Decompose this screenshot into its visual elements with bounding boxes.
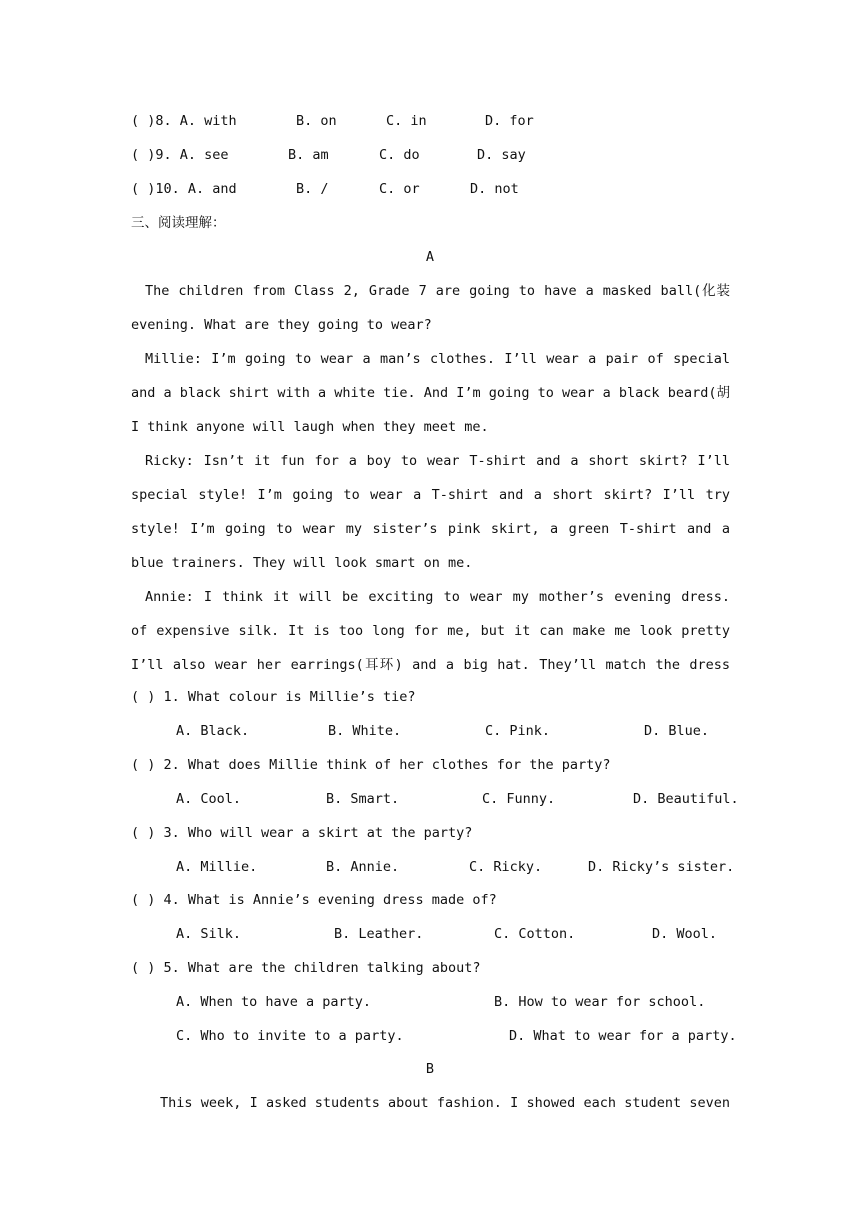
passage-a-line: evening. What are they going to wear? [131, 317, 432, 333]
passage-b-line: This week, I asked students about fashion. I showed each student seven [160, 1095, 730, 1111]
passage-a-line: The children from Class 2, Grade 7 are going to have a masked ball(化装 [145, 283, 730, 299]
option-b: B. Smart. [326, 791, 400, 807]
question-1: ( ) 1. What colour is Millie’s tie? [131, 689, 416, 705]
question-3-options [131, 856, 735, 878]
question-4: ( ) 4. What is Annie’s evening dress made of? [131, 892, 497, 908]
cloze-option-d: D. say [477, 147, 526, 163]
passage-b-label: B [425, 1061, 435, 1077]
cloze-option-b: B. / [296, 181, 329, 197]
cloze-stem: ( )8. A. with [131, 113, 237, 129]
cloze-stem: ( )10. A. and [131, 181, 237, 197]
passage-a-line: and a black shirt with a white tie. And I’m going to wear a black beard(胡 [131, 385, 730, 401]
cloze-option-b: B. am [288, 147, 329, 163]
question-5: ( ) 5. What are the children talking about? [131, 960, 481, 976]
section-title: 三、阅读理解： [131, 215, 226, 231]
cloze-option-c: C. do [379, 147, 420, 163]
question-4-options [131, 923, 730, 945]
passage-a-line: Ricky: Isn’t it fun for a boy to wear T-shirt and a short skirt? I’ll [145, 453, 730, 469]
question-5-options-1 [131, 991, 730, 1013]
option-a: A. Black. [176, 723, 250, 739]
passage-a-line: Annie: I think it will be exciting to wear my mother’s evening dress. [145, 589, 730, 605]
cloze-stem: ( )9. A. see [131, 147, 229, 163]
passage-a-line: blue trainers. They will look smart on me. [131, 555, 473, 571]
passage-a-line: Millie: I’m going to wear a man’s clothes. I’ll wear a pair of special [145, 351, 730, 367]
option-c: C. Who to invite to a party. [176, 1028, 404, 1044]
option-a: A. Silk. [176, 926, 242, 942]
option-c: C. Pink. [485, 723, 551, 739]
option-d: D. Ricky’s sister. [588, 859, 735, 875]
option-d: D. Beautiful. [633, 791, 739, 807]
option-c: C. Ricky. [469, 859, 543, 875]
option-d: D. Blue. [644, 723, 710, 739]
question-1-options [131, 720, 730, 742]
cloze-item-8 [131, 110, 730, 132]
cloze-item-9 [131, 144, 730, 166]
option-d: D. What to wear for a party. [509, 1028, 737, 1044]
option-b: B. Leather. [334, 926, 424, 942]
option-c: C. Cotton. [494, 926, 576, 942]
option-a: A. When to have a party. [176, 994, 372, 1010]
option-b: B. How to wear for school. [494, 994, 706, 1010]
passage-a-line: I think anyone will laugh when they meet me. [131, 419, 489, 435]
cloze-option-c: C. in [386, 113, 427, 129]
question-2: ( ) 2. What does Millie think of her clothes for the party? [131, 757, 611, 773]
cloze-option-b: B. on [296, 113, 337, 129]
passage-a-line: special style! I’m going to wear a T-shirt and a short skirt? I’ll try [131, 487, 730, 503]
option-b: B. Annie. [326, 859, 400, 875]
cloze-option-d: D. not [470, 181, 519, 197]
option-d: D. Wool. [652, 926, 718, 942]
option-a: A. Millie. [176, 859, 258, 875]
passage-a-line: of expensive silk. It is too long for me, but it can make me look pretty [131, 623, 730, 639]
cloze-option-c: C. or [379, 181, 420, 197]
option-b: B. White. [328, 723, 402, 739]
question-5-options-2 [131, 1025, 737, 1047]
passage-a-label: A [425, 249, 435, 265]
cloze-option-d: D. for [485, 113, 534, 129]
question-3: ( ) 3. Who will wear a skirt at the party? [131, 825, 473, 841]
cloze-item-10 [131, 178, 730, 200]
option-c: C. Funny. [482, 791, 556, 807]
passage-a-line: style! I’m going to wear my sister’s pink skirt, a green T-shirt and a [131, 521, 730, 537]
question-2-options [131, 788, 739, 810]
passage-a-line: I’ll also wear her earrings(耳环) and a big hat. They’ll match the dress [131, 657, 730, 673]
option-a: A. Cool. [176, 791, 242, 807]
